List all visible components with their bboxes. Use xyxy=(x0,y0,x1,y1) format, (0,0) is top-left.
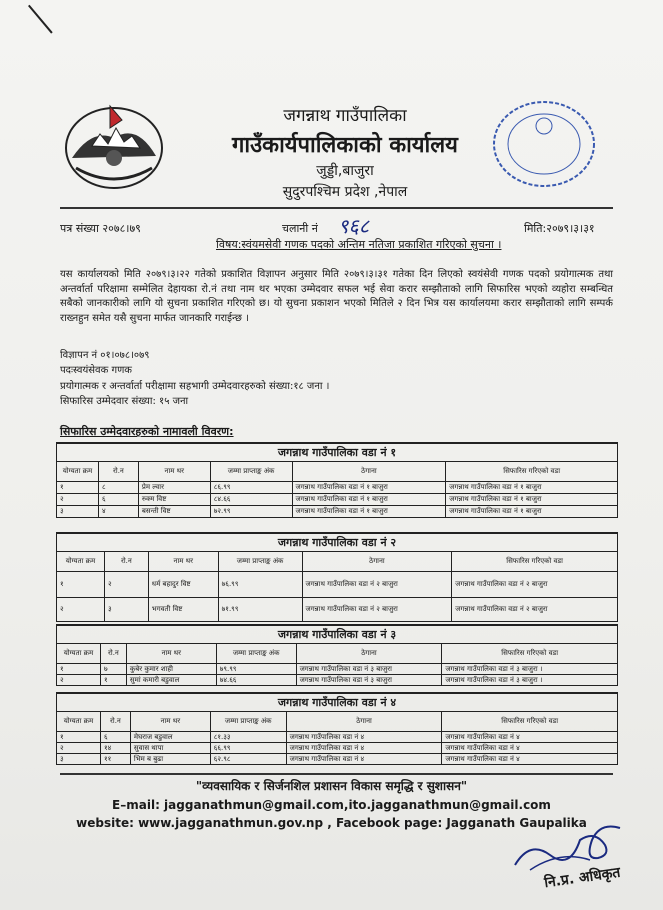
cell: ७६.९९ xyxy=(218,572,302,598)
cell: १ xyxy=(57,732,101,743)
cell: ६२.९८ xyxy=(210,754,286,765)
office-name: गाउँकार्यपालिकाको कार्यालय xyxy=(232,133,458,158)
cell: १ xyxy=(57,482,99,494)
cell: जगन्नाथ गाउँपालिका वडा नं १ बाजुरा xyxy=(446,506,618,518)
col-header: रो.न xyxy=(100,712,130,732)
ward-table xyxy=(56,442,618,518)
cell: ८४.६६ xyxy=(210,494,292,506)
table-row xyxy=(57,754,618,765)
cell: जगन्नाथ गाउँपालिका वडा नं ४ xyxy=(286,743,442,754)
footer-email: E–mail: jagganathmun@gmail.com,ito.jagganathmun@gmail.com xyxy=(112,798,551,812)
ward-title: जगन्नाथ गाउँपालिका वडा नं २ xyxy=(57,533,618,552)
cell: ८१.३३ xyxy=(210,732,286,743)
col-header: सिफारिस गरिएको वडा xyxy=(452,552,618,572)
cell: जगन्नाथ गाउँपालिका वडा नं २ बाजुरा xyxy=(302,598,452,622)
cell: ८६.९९ xyxy=(210,482,292,494)
cell: २ xyxy=(57,598,105,622)
cell: ३ xyxy=(57,754,101,765)
cell: जगन्नाथ गाउँपालिका वडा नं २ बाजुरा xyxy=(452,598,618,622)
subject-line xyxy=(216,237,501,252)
dispatch-label: चलानी नं xyxy=(282,222,318,235)
table-row xyxy=(57,482,618,494)
ward-table xyxy=(56,624,618,686)
table-row xyxy=(57,732,618,743)
pen-mark xyxy=(28,5,53,34)
cell: कुबेर कुमार शाही xyxy=(126,664,216,675)
col-header: ठेगाना xyxy=(292,462,446,482)
cell: जगन्नाथ गाउँपालिका वडा नं १ बाजुरा xyxy=(292,494,446,506)
ward-table xyxy=(56,532,618,622)
cell: जगन्नाथ गाउँपालिका वडा नं १ बाजुरा xyxy=(292,482,446,494)
cell: जगन्नाथ गाउँपालिका वडा नं ४ xyxy=(442,754,618,765)
col-header: नाम थर xyxy=(130,712,210,732)
cell: २ xyxy=(57,743,101,754)
recommended-count: सिफारिस उम्मेदवार संख्या: १५ जना xyxy=(60,396,189,407)
cell: ७४.६६ xyxy=(216,675,296,686)
cell: जगन्नाथ गाउँपालिका वडा नं १ बाजुरा xyxy=(292,506,446,518)
col-header: नाम थर xyxy=(138,462,210,482)
officer-title: नि.प्र. अधिकृत xyxy=(543,864,622,892)
table-row xyxy=(57,506,618,518)
cell: २ xyxy=(104,572,148,598)
cell: १ xyxy=(57,664,101,675)
cell: १४ xyxy=(100,743,130,754)
cell: भगवती विष्ट xyxy=(148,598,218,622)
col-header: रो.न xyxy=(100,644,126,664)
cell: सुमां कमारी बडुवाल xyxy=(126,675,216,686)
col-header: योग्यता क्रम xyxy=(57,644,101,664)
participant-count: प्रयोगात्मक र अन्तर्वार्ता परीक्षामा सहभागी उम्मेदवारहरुको संख्या:१८ जना । xyxy=(60,381,330,392)
cell: ६ xyxy=(98,494,138,506)
cell: जगन्नाथ गाउँपालिका वडा नं २ बाजुरा xyxy=(302,572,452,598)
cell: ३ xyxy=(57,506,99,518)
col-header: नाम थर xyxy=(148,552,218,572)
table-row xyxy=(57,598,618,622)
header-rule xyxy=(60,207,613,209)
cell: धर्म बहादुर विष्ट xyxy=(148,572,218,598)
cell: ६६.९९ xyxy=(210,743,286,754)
cell: ४ xyxy=(98,506,138,518)
table-row xyxy=(57,494,618,506)
cell: जगन्नाथ गाउँपालिका वडा नं १ बाजुरा xyxy=(446,494,618,506)
letter-date: मिति:२०७९।३।३१ xyxy=(524,222,595,235)
col-header: सिफारिस गरिएको वडा xyxy=(442,712,618,732)
cell: ३ xyxy=(104,598,148,622)
cell: जगन्नाथ गाउँपालिका वडा नं २ बाजुरा xyxy=(452,572,618,598)
cell: भिम ब बुढा xyxy=(130,754,210,765)
col-header: रो.न xyxy=(98,462,138,482)
cell: जगन्नाथ गाउँपालिका वडा नं ३ बाजुरा xyxy=(296,675,442,686)
footer-rule xyxy=(60,773,613,775)
letter-number: पत्र संख्या २०७८।७९ xyxy=(60,222,141,235)
nepal-emblem-icon xyxy=(62,98,166,192)
footer-website: website: www.jagganathmun.gov.np , Facebook page: Jagganath Gaupalika xyxy=(76,816,587,830)
col-header: जम्मा प्राप्ताङ्क अंक xyxy=(218,552,302,572)
ward-table xyxy=(56,692,618,765)
col-header: ठेगाना xyxy=(302,552,452,572)
cell: १ xyxy=(57,572,105,598)
col-header: सिफारिस गरिएको वडा xyxy=(446,462,618,482)
post-name: पदःस्वयंसेवक गणक xyxy=(60,365,132,376)
cell: जगन्नाथ गाउँपालिका वडा नं १ बाजुरा xyxy=(446,482,618,494)
col-header: योग्यता क्रम xyxy=(57,552,105,572)
col-header: जम्मा प्राप्ताङ्क अंक xyxy=(210,462,292,482)
cell: १ xyxy=(100,675,126,686)
col-header: ठेगाना xyxy=(286,712,442,732)
col-header: जम्मा प्राप्ताङ्क अंक xyxy=(216,644,296,664)
cell: ७ xyxy=(100,664,126,675)
cell: जगन्नाथ गाउँपालिका वडा नं ४ xyxy=(442,743,618,754)
cell: ६ xyxy=(100,732,130,743)
cell: बसन्ती विष्ट xyxy=(138,506,210,518)
table-row xyxy=(57,675,618,686)
advertisement-number: विज्ञापन नं ०१।०७८।०७९ xyxy=(60,350,150,361)
ward-title: जगन्नाथ गाउँपालिका वडा नं १ xyxy=(57,443,618,462)
cell: रुक्म विष्ट xyxy=(138,494,210,506)
subject-label: विषय: xyxy=(216,238,242,251)
cell: जगन्नाथ गाउँपालिका वडा नं ४ xyxy=(442,732,618,743)
cell: ७१.९९ xyxy=(218,598,302,622)
footer-motto: "व्यवसायिक र सिर्जनशिल प्रशासन विकास समृद्धि र सुशासन" xyxy=(195,779,468,793)
col-header: नाम थर xyxy=(126,644,216,664)
cell: जगन्नाथ गाउँपालिका वडा नं ३ बाजुरा । xyxy=(442,664,618,675)
office-province: सुदुरपश्चिम प्रदेश ,नेपाल xyxy=(282,184,408,200)
cell: २ xyxy=(57,675,101,686)
cell: जगन्नाथ गाउँपालिका वडा नं ४ xyxy=(286,732,442,743)
office-location: जुड्डी,बाजुरा xyxy=(316,163,374,179)
ward-title: जगन्नाथ गाउँपालिका वडा नं ३ xyxy=(57,625,618,644)
cell: सुवास थापा xyxy=(130,743,210,754)
table-row xyxy=(57,572,618,598)
cell: २ xyxy=(57,494,99,506)
ward-title: जगन्नाथ गाउँपालिका वडा नं ४ xyxy=(57,693,618,712)
col-header: रो.न xyxy=(104,552,148,572)
col-header: जम्मा प्राप्ताङ्क अंक xyxy=(210,712,286,732)
col-header: योग्यता क्रम xyxy=(57,462,99,482)
col-header: ठेगाना xyxy=(296,644,442,664)
table-row xyxy=(57,664,618,675)
cell: प्रेम ल्वार xyxy=(138,482,210,494)
cell: जगन्नाथ गाउँपालिका वडा नं ४ xyxy=(286,754,442,765)
dispatch-number: ९६८ xyxy=(338,214,370,238)
col-header: सिफारिस गरिएको वडा xyxy=(442,644,618,664)
col-header: योग्यता क्रम xyxy=(57,712,101,732)
cell: ७९.९९ xyxy=(216,664,296,675)
cell: जगन्नाथ गाउँपालिका वडा नं ३ बाजुरा । xyxy=(442,675,618,686)
cell: मेघराज बडुवाल xyxy=(130,732,210,743)
notice-paragraph: यस कार्यालयको मिति २०७९।३।२२ गतेको प्रकाशित विज्ञापन अनुसार मिति २०७९।३।३१ गतेका दिन लिएको स्वयंसेवी गणक पदको प्रयोगात्मक तथा अन्तर्वार्ता परिक्षामा सम्मेलित देहायका रो.नं तथा नाम थर भएका उम्मेदवार सफल भई सेवा करार सम्झौताको लागि सिफारिस भएको व्यहोरा सम्बन्धित सबैको जानकारीको लागि यो सुचना प्रकाशित गरिएको छ। यो सुचना प्रकाशन भएको मितिले २ दिन भित्र यस कार्यालयमा करार सम्झौताको लागि सम्पर्क राख्नहुन समेत यसै सुचना मार्फत जानकारि गराईन्छ । xyxy=(60,269,613,324)
office-seal-icon xyxy=(490,96,598,192)
subject-text: स्वंयमसेवी गणक पदको अन्तिम नतिजा प्रकाशित गरिएको सुचना । xyxy=(241,238,502,251)
table-row xyxy=(57,743,618,754)
section-title: सिफारिस उम्मेदवारहरुको नामावली विवरण: xyxy=(60,425,234,438)
cell: ११ xyxy=(100,754,130,765)
cell: ८ xyxy=(98,482,138,494)
cell: ७२.९९ xyxy=(210,506,292,518)
cell: जगन्नाथ गाउँपालिका वडा नं ३ बाजुरा xyxy=(296,664,442,675)
municipality-name: जगन्नाथ गाउँपालिका xyxy=(283,106,407,126)
